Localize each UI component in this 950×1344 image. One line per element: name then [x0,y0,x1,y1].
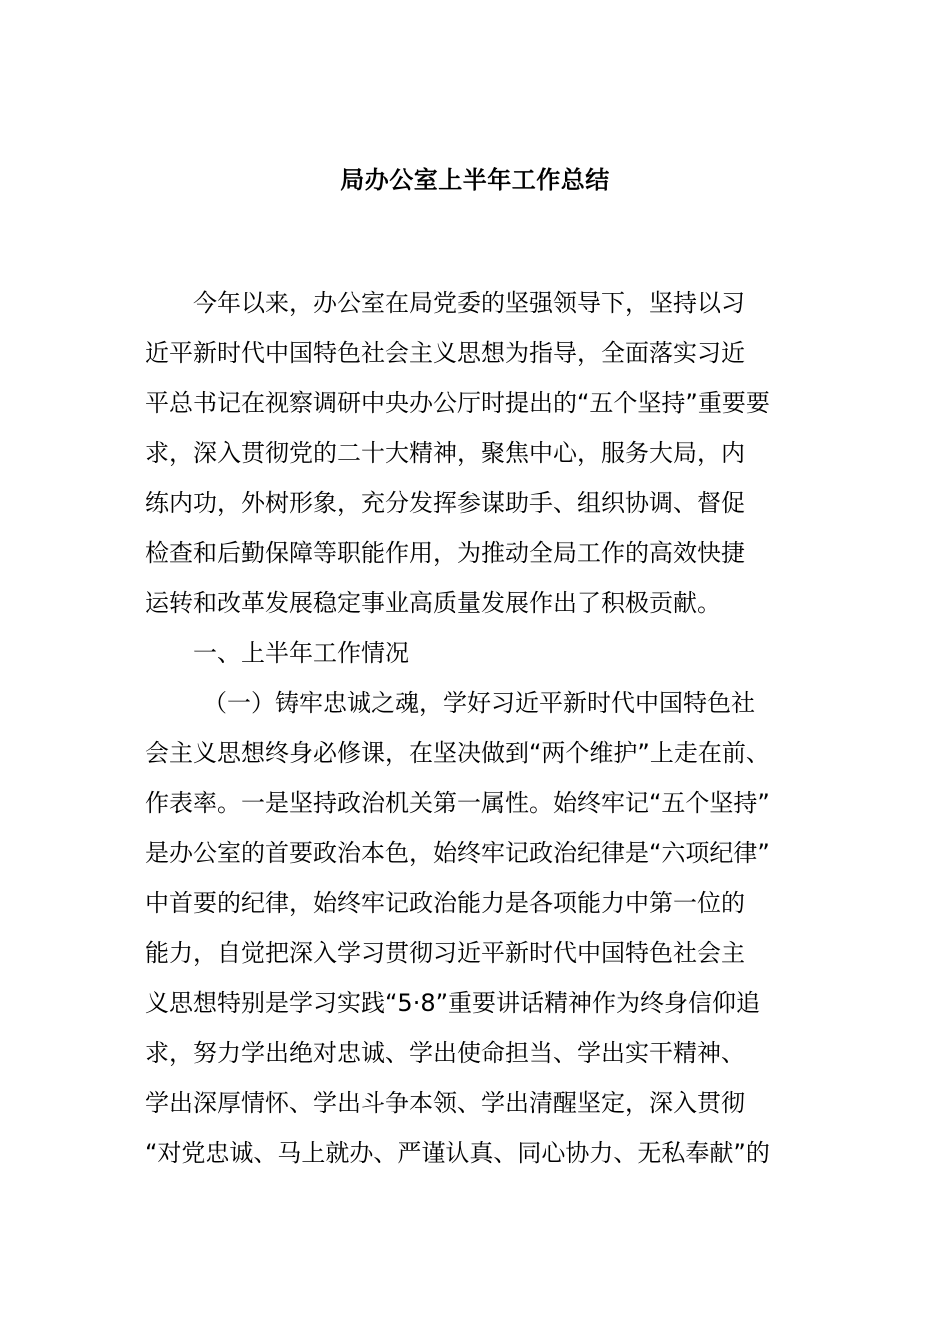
paragraph-line: 练内功，外树形象，充分发挥参谋助手、组织协调、督促 [145,489,745,517]
paragraph-line: 义思想特别是学习实践“5·8”重要讲话精神作为终身信仰追 [145,989,761,1017]
paragraph-line: 检查和后勤保障等职能作用，为推动全局工作的高效快捷 [145,539,745,567]
paragraph-line: 求，努力学出绝对忠诚、学出使命担当、学出实干精神、 [145,1039,745,1067]
paragraph-line: 近平新时代中国特色社会主义思想为指导，全面落实习近 [145,339,745,367]
document-title: 局办公室上半年工作总结 [340,166,610,194]
paragraph-line: 学出深厚情怀、学出斗争本领、学出清醒坚定，深入贯彻 [145,1089,745,1117]
paragraph-line: 作表率。一是坚持政治机关第一属性。始终牢记“五个坚持” [145,789,770,817]
paragraph-line: 运转和改革发展稳定事业高质量发展作出了积极贡献。 [145,589,721,617]
paragraph-line: “对党忠诚、马上就办、严谨认真、同心协力、无私奉献”的 [145,1139,770,1167]
paragraph-line: 能力，自觉把深入学习贯彻习近平新时代中国特色社会主 [145,939,745,967]
section-heading: 一、上半年工作情况 [193,639,409,667]
document-body [145,278,810,1178]
paragraph-line: 中首要的纪律，始终牢记政治能力是各项能力中第一位的 [145,889,745,917]
paragraph-line: 平总书记在视察调研中央办公厅时提出的“五个坚持”重要要 [145,389,770,417]
paragraph-line: 今年以来，办公室在局党委的坚强领导下，坚持以习 [193,289,745,317]
paragraph-line: 会主义思想终身必修课，在坚决做到“两个维护”上走在前、 [145,739,770,767]
paragraph-line: 是办公室的首要政治本色，始终牢记政治纪律是“六项纪律” [145,839,770,867]
paragraph-line: 求，深入贯彻党的二十大精神，聚焦中心，服务大局，内 [145,439,745,467]
subsection-line: （一）铸牢忠诚之魂，学好习近平新时代中国特色社 [203,689,755,717]
